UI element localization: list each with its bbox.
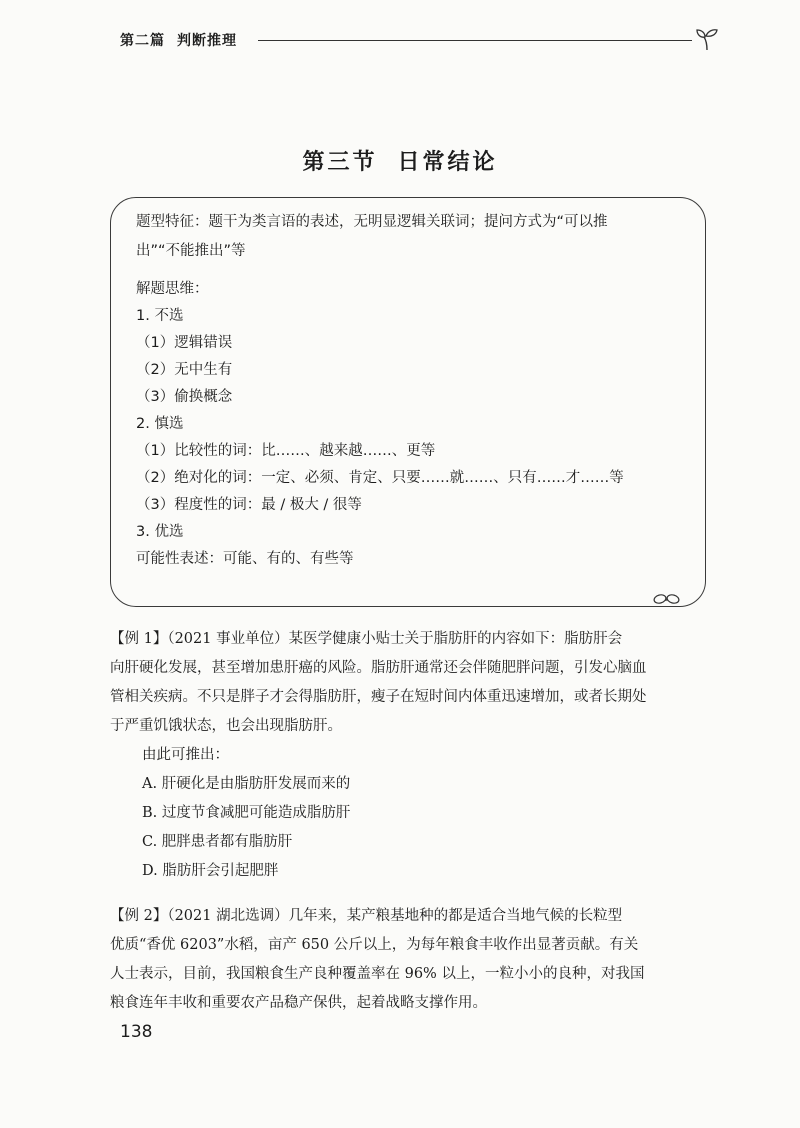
sprout-icon	[694, 26, 720, 52]
example-1	[110, 625, 706, 886]
method-item: （3）偷换概念	[136, 389, 233, 405]
method-item: （1）逻辑错误	[136, 335, 233, 351]
method-item: （3）程度性的词：最 / 极大 / 很等	[136, 497, 362, 513]
example-1-question: 由此可推出：	[142, 747, 229, 763]
method-item: （2）绝对化的词：一定、必须、肯定、只要……就……、只有……才……等	[136, 470, 624, 486]
examples	[110, 625, 706, 1018]
leaf-ornament-icon	[652, 592, 682, 606]
section-name: 日常结论	[397, 149, 498, 175]
method-item: 可能性表述：可能、有的、有些等	[136, 551, 354, 567]
question-feature	[136, 208, 696, 266]
running-header	[120, 24, 720, 54]
method-item: （2）无中生有	[136, 362, 233, 378]
feature-line: 出”“不能推出”等	[136, 243, 246, 259]
section-title	[0, 145, 800, 176]
header-label	[120, 30, 249, 50]
option-c: C. 肥胖患者都有脂肪肝	[142, 834, 293, 850]
option-b: B. 过度节食减肥可能造成脂肪肝	[142, 805, 351, 821]
example-2-line: 优质“香优 6203”水稻，亩产 650 公斤以上，为每年粮食丰收作出显著贡献。有关	[110, 937, 639, 953]
summary-box-content	[136, 208, 696, 573]
header-chapter: 判断推理	[177, 33, 237, 49]
example-1-line: 【例 1】（2021 事业单位）某医学健康小贴士关于脂肪肝的内容如下：脂肪肝会	[110, 631, 623, 647]
method-item: 3. 优选	[136, 524, 184, 540]
feature-line: 题型特征：题干为类言语的表述，无明显逻辑关联词；提问方式为“可以推	[136, 214, 608, 230]
page-number: 138	[120, 1022, 153, 1042]
example-1-line: 向肝硬化发展，甚至增加患肝癌的风险。脂肪肝通常还会伴随肥胖问题，引发心脑血	[110, 660, 647, 676]
example-2-line: 【例 2】（2021 湖北选调）几年来，某产粮基地种的都是适合当地气候的长粒型	[110, 908, 623, 924]
example-2-line: 人士表示，目前，我国粮食生产良种覆盖率在 96% 以上，一粒小小的良种，对我国	[110, 966, 645, 982]
section-number: 第三节	[302, 149, 378, 175]
method-item: 2. 慎选	[136, 416, 184, 432]
example-1-line: 于严重饥饿状态，也会出现脂肪肝。	[110, 718, 342, 734]
example-2-line: 粮食连年丰收和重要农产品稳产保供，起着战略支撑作用。	[110, 995, 487, 1011]
example-2	[110, 902, 706, 1018]
example-1-line: 管相关疾病。不只是胖子才会得脂肪肝，瘦子在短时间内体重迅速增加，或者长期处	[110, 689, 647, 705]
option-d: D. 脂肪肝会引起肥胖	[142, 863, 279, 879]
header-part: 第二篇	[120, 33, 165, 49]
header-rule	[258, 40, 692, 41]
method-title: 解题思维：	[136, 281, 209, 297]
option-a: A. 肝硬化是由脂肪肝发展而来的	[142, 776, 351, 792]
method-item: （1）比较性的词：比……、越来越……、更等	[136, 443, 436, 459]
method-item: 1. 不选	[136, 308, 184, 324]
